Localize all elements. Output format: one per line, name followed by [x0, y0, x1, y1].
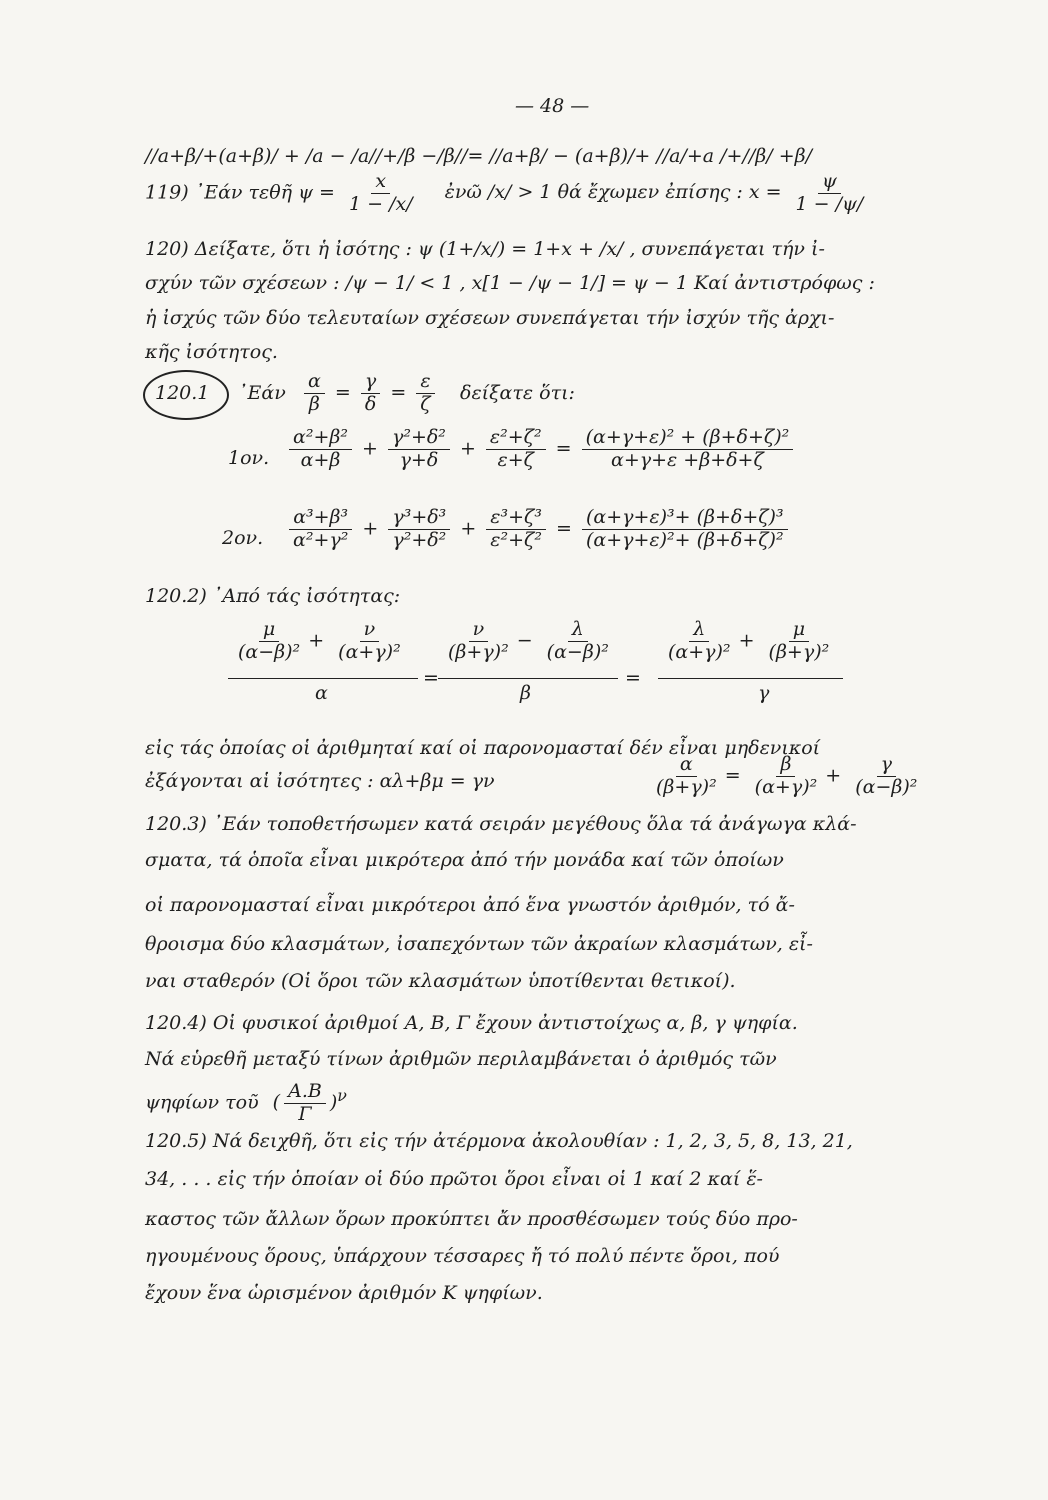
problem-1204-text-c: ψηφίων τοῦ — [145, 1091, 259, 1114]
problem-1201-text-a: ᾽Εάν — [238, 382, 286, 404]
denominator: (α−β)² — [546, 640, 609, 663]
denominator: (α−β)² — [855, 775, 918, 798]
equation-line-0: //a+β/+(a+β)/ + /a − /a//+/β −/β//= //a+β/ − (a+β)/+ //a/+a /+//β/ +β/ — [145, 145, 813, 167]
problem-1204-line-c: ψηφίων τοῦ ( $\frac{A.B}{\Gamma}$ )$^\nu$ — [145, 1080, 347, 1125]
problem-1204-line-b: Νά εὑρεθῆ μεταξύ τίνων ἀριθμῶν περιλαμβάνεται ὁ ἀριθμός τῶν — [145, 1048, 777, 1070]
numerator: (α+γ+ε)² + (β+δ+ζ)² — [582, 428, 794, 450]
numerator: μ — [789, 620, 809, 642]
fraction — [304, 372, 325, 415]
denominator: (α+γ)² — [338, 640, 401, 663]
denominator: ζ — [420, 392, 431, 415]
numerator: ν — [469, 620, 489, 642]
problem-1203-line-a: 120.3) ᾽Εάν τοποθετήσωμεν κατά σειράν μεγέθους ὅλα τά ἀνάγωγα κλά- — [145, 813, 857, 835]
numerator: α³+β³ — [289, 508, 352, 530]
denominator: 1 − /ψ/ — [795, 192, 864, 215]
denominator: ε²+ζ² — [490, 528, 542, 551]
denominator: α+β — [300, 448, 341, 471]
denominator: (α−β)² — [238, 640, 301, 663]
fraction — [765, 620, 834, 663]
exponent: ν — [337, 1086, 347, 1106]
problem-120-line-d: κῆς ἰσότητος. — [145, 341, 278, 363]
denominator: (β+γ)² — [448, 640, 509, 663]
text-line-eis: εἰς τάς ὁποίας οἱ ἀριθμηταί καί οἱ παρονομασταί δέν εἶναι μηδενικοί — [145, 737, 821, 759]
fraction — [361, 372, 380, 415]
fraction — [388, 508, 450, 551]
numerator: α — [676, 755, 697, 777]
numerator: α²+β² — [289, 428, 352, 450]
denominator: (α+γ)² — [754, 775, 818, 798]
text-line-exagontai: ἐξάγονται αἱ ἰσότητες : αλ+βμ = γν — [145, 770, 495, 792]
numerator: λ — [689, 620, 709, 642]
denominator: Γ — [298, 1102, 312, 1125]
problem-1205-line-b: 34, . . . εἰς τήν ὁποίαν οἱ δύο πρῶτοι ὅροι εἶναι οἱ 1 καί 2 καί ἕ- — [145, 1168, 763, 1190]
fraction-bar — [438, 678, 618, 679]
compound-fraction-b-top: $\frac{\nu}{\text{(β+γ)²}}$ − $\frac{\lambda}{\text{(α−β)²}}$ — [440, 620, 617, 663]
problem-1205-line-d: ηγουμένους ὅρους, ὑπάρχουν τέσσαρες ἤ τό πολύ πέντε ὅροι, πού — [145, 1245, 780, 1267]
denominator: β — [308, 392, 320, 415]
numerator: ε²+ζ² — [486, 428, 546, 450]
fraction-bar — [658, 678, 843, 679]
numerator: Α.Β — [284, 1082, 326, 1104]
fraction — [582, 428, 794, 471]
denominator: (β+γ)² — [656, 775, 717, 798]
numerator: γ — [361, 372, 380, 394]
equals-sign: = — [423, 667, 439, 689]
fraction — [289, 508, 352, 551]
fraction — [334, 620, 405, 663]
problem-1202-text: 120.2) ᾽Από τάς ἰσότητας: — [145, 585, 401, 607]
problem-1203-line-d: θροισμα δύο κλασμάτων, ἰσαπεχόντων τῶν ἀκραίων κλασμάτων, εἶ- — [145, 933, 813, 955]
problem-1204-line-a: 120.4) Οἱ φυσικοί ἀριθμοί Α, Β, Γ ἔχουν ἀντιστοίχως α, β, γ ψηφία. — [145, 1012, 798, 1034]
denominator: γ²+δ² — [392, 528, 447, 551]
numerator: ε³+ζ³ — [486, 508, 546, 530]
denominator: γ+δ — [399, 448, 439, 471]
problem-1203-line-c: οἱ παρονομασταί εἶναι μικρότεροι ἀπό ἕνα γνωστόν ἀριθμόν, τό ἄ- — [145, 894, 795, 916]
compound-fraction-a-top: $\frac{\mu}{\text{(α−β)²}}$ + $\frac{\nu}{\text{(α+γ)²}}$ — [230, 620, 409, 663]
problem-120-line-b: σχύν τῶν σχέσεων : /ψ − 1/ < 1 , x[1 − /ψ − 1/] = ψ − 1 Καί ἀντιστρόφως : — [145, 272, 875, 294]
problem-119 — [145, 172, 871, 215]
numerator: γ — [877, 755, 896, 777]
fraction — [664, 620, 735, 663]
fraction — [289, 428, 352, 471]
problem-1201-label: 120.1 — [155, 382, 210, 404]
fraction — [388, 428, 450, 471]
numerator: γ³+δ³ — [388, 508, 450, 530]
denominator: (β+γ)² — [768, 640, 830, 663]
fraction — [652, 755, 721, 798]
numerator: (α+γ+ε)³+ (β+δ+ζ)³ — [582, 508, 788, 530]
equation-2: $\frac{\text{α³+β³}}{\text{α²+γ²}}$ + $\frac{\text{γ³+δ³}}{\text{γ²+δ²}}$ + $\frac{\text{ε³+ζ³}}{\text{ε²+ζ²}}$ = $\frac{\text{(α+γ+ε)³+ (β+δ+ζ)³}}{\text{(α+γ+ε)²+ (β+δ+ζ)²}}$ — [285, 508, 792, 551]
fraction — [416, 372, 434, 415]
equation-1: $\frac{\text{α²+β²}}{\alpha+\beta}$ + $\frac{\text{γ²+δ²}}{\gamma+\delta}$ + $\frac{\text{ε²+ζ²}}{\varepsilon+\zeta}$ = $\frac{\text{(α+γ+ε)² + (β+δ+ζ)²}}{\alpha+\gamma+\varepsilon +\beta+\delta+\zeta}$ — [285, 428, 797, 471]
denominator: α+γ+ε +β+δ+ζ — [611, 448, 764, 471]
numerator: μ — [259, 620, 279, 642]
fraction — [751, 755, 822, 798]
problem-1205-line-e: ἔχουν ἕνα ὡρισμένον ἀριθμόν Κ ψηφίων. — [145, 1282, 543, 1304]
problem-119-text-a: 119) ᾽Εάν τεθῆ ψ = — [145, 181, 335, 204]
numerator: ψ — [818, 172, 841, 194]
numerator: x — [371, 172, 390, 194]
denominator: α²+γ² — [293, 528, 349, 551]
denominator: ε+ζ — [497, 448, 534, 471]
fraction — [851, 755, 921, 798]
denominator: (α+γ+ε)²+ (β+δ+ζ)² — [585, 528, 784, 551]
equals-sign: = — [625, 667, 641, 689]
page-number: — 48 — — [515, 95, 590, 117]
denominator: 1 − /x/ — [348, 192, 413, 215]
numerator: γ²+δ² — [388, 428, 450, 450]
fraction — [582, 508, 788, 551]
fraction — [345, 172, 417, 215]
compound-fraction-c-denominator: γ — [758, 682, 770, 704]
fraction — [486, 428, 546, 471]
fraction — [234, 620, 304, 663]
numerator: β — [776, 755, 795, 777]
fraction-bar — [228, 678, 418, 679]
problem-1201-ratios: $\frac{\alpha}{\beta}$ = $\frac{\gamma}{\delta}$ = $\frac{\varepsilon}{\zeta}$ — [300, 372, 439, 415]
problem-120-line-c: ἡ ἰσχύς τῶν δύο τελευταίων σχέσεων συνεπάγεται τήν ἰσχύν τῆς ἀρχι- — [145, 307, 835, 329]
fraction — [543, 620, 613, 663]
equation-2-label: 2ον. — [222, 527, 264, 549]
numerator: ν — [360, 620, 380, 642]
numerator: α — [304, 372, 325, 394]
problem-119-text-b: ἐνῶ /x/ > 1 θά ἔχωμεν ἐπίσης : x = — [444, 181, 782, 204]
fraction — [486, 508, 546, 551]
identity-fractions: $\frac{\alpha}{\text{(β+γ)²}}$ = $\frac{\beta}{\text{(α+γ)²}}$ + $\frac{\gamma}{\text{(α−β)²}}$ — [648, 755, 925, 798]
denominator: (α+γ)² — [668, 640, 731, 663]
problem-1203-line-b: σματα, τά ὁποῖα εἶναι μικρότερα ἀπό τήν μονάδα καί τῶν ὁποίων — [145, 849, 784, 871]
compound-fraction-c-top: $\frac{\lambda}{\text{(α+γ)²}}$ + $\frac{\mu}{\text{(β+γ)²}}$ — [660, 620, 837, 663]
problem-1205-line-c: καστος τῶν ἄλλων ὅρων προκύπτει ἄν προσθέσωμεν τούς δύο προ- — [145, 1208, 798, 1230]
fraction — [792, 172, 868, 215]
problem-120-line-a: 120) Δείξατε, ὅτι ἡ ἰσότης : ψ (1+/x/) = 1+x + /x/ , συνεπάγεται τήν ἰ- — [145, 238, 825, 260]
problem-1201-text-b: δείξατε ὅτι: — [460, 382, 575, 404]
equation-1-label: 1ον. — [228, 447, 270, 469]
fraction — [284, 1082, 326, 1125]
denominator: δ — [364, 392, 377, 415]
compound-fraction-b-denominator: β — [520, 682, 531, 704]
problem-1205-line-a: 120.5) Νά δειχθῆ, ὅτι εἰς τήν ἀτέρμονα ἀκολουθίαν : 1, 2, 3, 5, 8, 13, 21, — [145, 1130, 853, 1152]
numerator: ε — [416, 372, 434, 394]
problem-1203-line-e: ναι σταθερόν (Οἱ ὅροι τῶν κλασμάτων ὑποτίθενται θετικοί). — [145, 970, 736, 992]
fraction — [444, 620, 513, 663]
compound-fraction-a-denominator: α — [315, 682, 328, 704]
numerator: λ — [568, 620, 588, 642]
